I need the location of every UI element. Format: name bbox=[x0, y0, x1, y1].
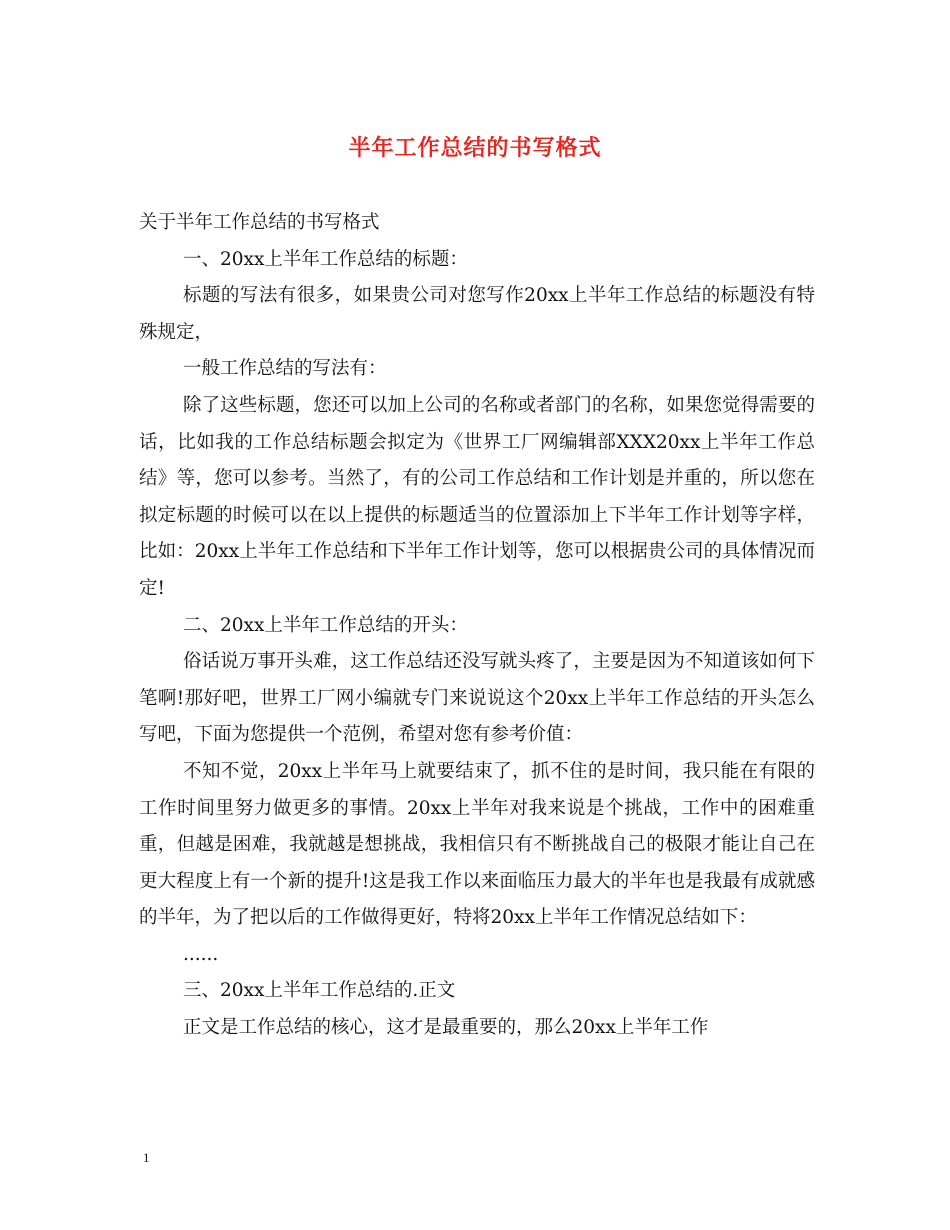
page-number: 1 bbox=[143, 1150, 150, 1165]
paragraph: 正文是工作总结的核心，这才是最重要的，那么20xx上半年工作 bbox=[183, 1017, 709, 1039]
section-heading-body: 三、20xx上半年工作总结的.正文 bbox=[183, 980, 456, 1002]
paragraph: 俗话说万事开头难，这工作总结还没写就头疼了，主要是因为不知道该如何下笔啊!那好吧，世界工厂网小编就专门来说说这个20xx上半年工作总结的开头怎么写吧，下面为您提供一个范例，希望对您有参考价值： bbox=[139, 651, 815, 746]
section-heading-title: 一、20xx上半年工作总结的标题： bbox=[183, 248, 468, 270]
paragraph: 一般工作总结的写法有： bbox=[183, 358, 387, 380]
paragraph: 标题的写法有很多，如果贵公司对您写作20xx上半年工作总结的标题没有特殊规定， bbox=[139, 285, 815, 343]
section-heading-opening: 二、20xx上半年工作总结的开头： bbox=[183, 614, 468, 636]
paragraph-intro: 关于半年工作总结的书写格式 bbox=[139, 212, 380, 233]
paragraph: 除了这些标题，您还可以加上公司的名称或者部门的名称，如果您觉得需要的话，比如我的工作总结标题会拟定为《世界工厂网编辑部XXX20xx上半年工作总结》等，您可以参考。当然了，有的公司工作总结和工作计划是并重的，所以您在拟定标题的时候可以在以上提供的标题适当的位置添加上下半年工作计划等字样，比如：20xx上半年工作总结和下半年工作计划等，您可以根据贵公司的具体情况而定! bbox=[139, 394, 815, 599]
ellipsis-line: ...... bbox=[183, 943, 219, 965]
document-title: 半年工作总结的书写格式 bbox=[348, 135, 602, 161]
document-body bbox=[139, 205, 815, 1047]
paragraph: 不知不觉，20xx上半年马上就要结束了，抓不住的是时间，我只能在有限的工作时间里努力做更多的事情。20xx上半年对我来说是个挑战，工作中的困难重重，但越是困难，我就越是想挑战，我相信只有不断挑战自己的极限才能让自己在更大程度上有一个新的提升!这是我工作以来面临压力最大的半年也是我最有成就感的半年，为了把以后的工作做得更好，特将20xx上半年工作情况总结如下： bbox=[139, 760, 815, 929]
